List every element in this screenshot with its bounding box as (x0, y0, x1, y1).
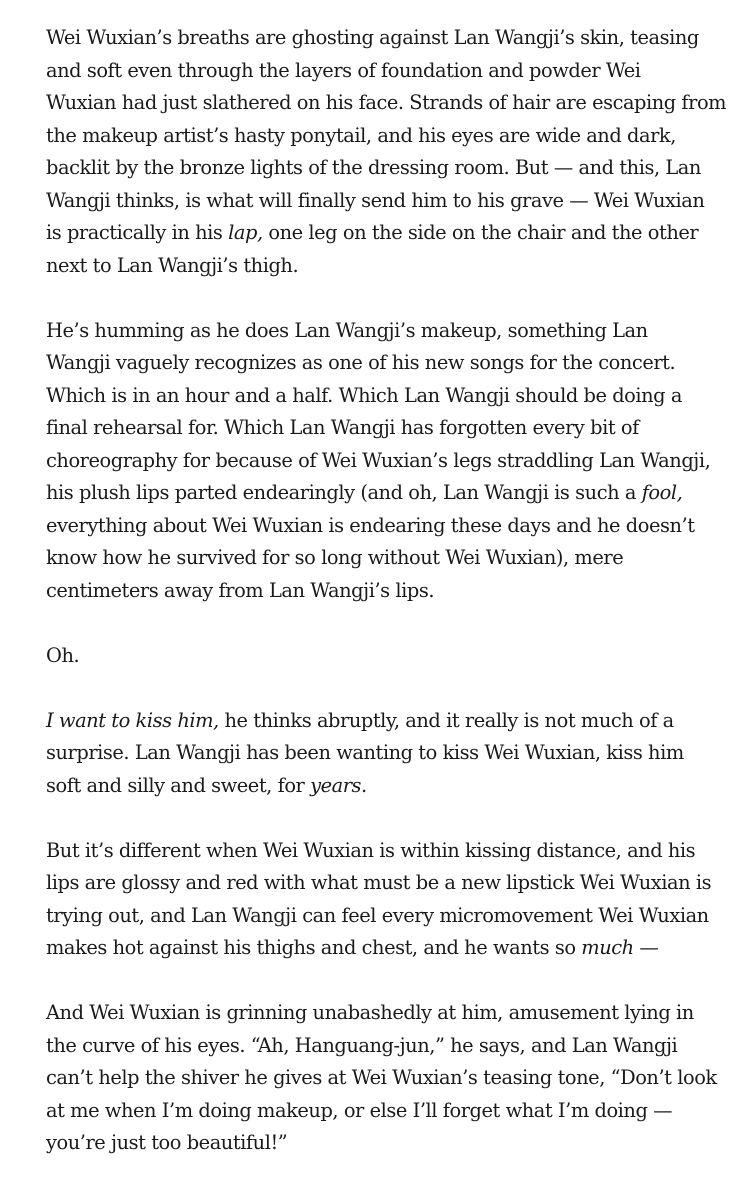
story-text (46, 22, 726, 1192)
text-run: surprise. Lan Wangji has been wanting to kiss Wei Wuxian, kiss him (46, 741, 684, 764)
text-line (46, 380, 726, 413)
text-run: trying out, and Lan Wangji can feel every micromovement Wei Wuxian (46, 903, 709, 927)
text-run: Which is in an hour and a half. Which Lan Wangji should be doing a (46, 383, 682, 407)
text-run: choreography for because of Wei Wuxian’s legs straddling Lan Wangji, (46, 448, 711, 472)
italic-text: fool, (641, 481, 683, 504)
text-line (46, 542, 726, 575)
text-run: you’re just too beautiful!” (46, 1131, 288, 1154)
text-line (46, 315, 726, 348)
text-run: everything about Wei Wuxian is endearing these days and he doesn’t (46, 513, 695, 537)
text-run: know how he survived for so long without Wei Wuxian), mere (46, 546, 624, 569)
paragraph (46, 835, 726, 965)
text-run: backlit by the bronze lights of the dressing room. But — and this, Lan (46, 156, 701, 179)
text-run: is practically in his (46, 221, 229, 244)
text-line (46, 250, 726, 283)
text-run: at me when I’m doing makeup, or else I’ll forget what I’m doing — (46, 1098, 673, 1122)
italic-text: lap, (228, 221, 263, 244)
text-run: and soft even through the layers of foundation and powder Wei (46, 58, 641, 82)
text-line (46, 932, 726, 965)
text-line (46, 445, 726, 478)
text-run: makes hot against his thighs and chest, and he wants so (46, 936, 582, 959)
text-line (46, 120, 726, 153)
text-run: lips are glossy and red with what must be a new lipstick Wei Wuxian is (46, 871, 712, 894)
text-run: Wei Wuxian’s breaths are ghosting against Lan Wangji’s skin, teasing (46, 26, 699, 49)
text-line (46, 1030, 726, 1063)
text-line (46, 1062, 726, 1095)
text-run: can’t help the shiver he gives at Wei Wuxian’s teasing tone, “Don’t look (46, 1066, 717, 1089)
text-line (46, 477, 726, 510)
italic-text: years. (310, 773, 367, 797)
text-line (46, 152, 726, 185)
text-line (46, 575, 726, 608)
text-run: — (633, 936, 659, 959)
text-run: Oh. (46, 643, 80, 667)
text-run: But it’s different when Wei Wuxian is within kissing distance, and his (46, 838, 696, 862)
text-line (46, 510, 726, 543)
italic-text: much (581, 936, 634, 959)
text-run: final rehearsal for. Which Lan Wangji has forgotten every bit of (46, 416, 639, 439)
text-line (46, 87, 725, 120)
text-run: centimeters away from Lan Wangji’s lips. (46, 578, 435, 602)
text-run: Wangji thinks, is what will finally send him to his grave — Wei Wuxian (46, 188, 705, 212)
text-run: the makeup artist’s hasty ponytail, and his eyes are wide and dark, (46, 123, 676, 147)
text-line (46, 737, 726, 770)
text-run: Wangji vaguely recognizes as one of his new songs for the concert. (46, 351, 676, 374)
text-line (46, 185, 726, 218)
text-run: next to Lan Wangji’s thigh. (46, 253, 299, 277)
text-line (46, 770, 726, 803)
text-run: And Wei Wuxian is grinning unabashedly at him, amusement lying in (46, 1001, 694, 1024)
paragraph (46, 315, 726, 608)
text-line (46, 640, 726, 673)
text-line (46, 1127, 726, 1160)
paragraph (46, 640, 726, 673)
text-run: Wuxian had just slathered on his face. Strands of hair are escaping from (46, 91, 727, 114)
text-line (46, 867, 726, 900)
text-run: his plush lips parted endearingly (and oh, Lan Wangji is such a (46, 481, 642, 504)
text-line (46, 1095, 726, 1128)
text-run: the curve of his eyes. “Ah, Hanguang-jun,” he says, and Lan Wangji (46, 1033, 678, 1057)
text-line (46, 997, 726, 1030)
text-line (46, 347, 726, 380)
text-line (46, 22, 726, 55)
paragraph (46, 705, 726, 803)
text-line (46, 835, 726, 868)
text-run: soft and silly and sweet, for (46, 773, 311, 797)
text-line (46, 900, 726, 933)
italic-text: I want to kiss him, (46, 708, 219, 732)
paragraph (46, 997, 726, 1160)
text-line (46, 412, 726, 445)
text-line (46, 55, 726, 88)
text-run: He’s humming as he does Lan Wangji’s makeup, something Lan (46, 318, 648, 342)
text-line (46, 705, 726, 738)
text-line (46, 217, 726, 250)
paragraph (46, 22, 726, 282)
text-run: one leg on the side on the chair and the other (262, 221, 699, 244)
text-run: he thinks abruptly, and it really is not much of a (218, 708, 674, 732)
